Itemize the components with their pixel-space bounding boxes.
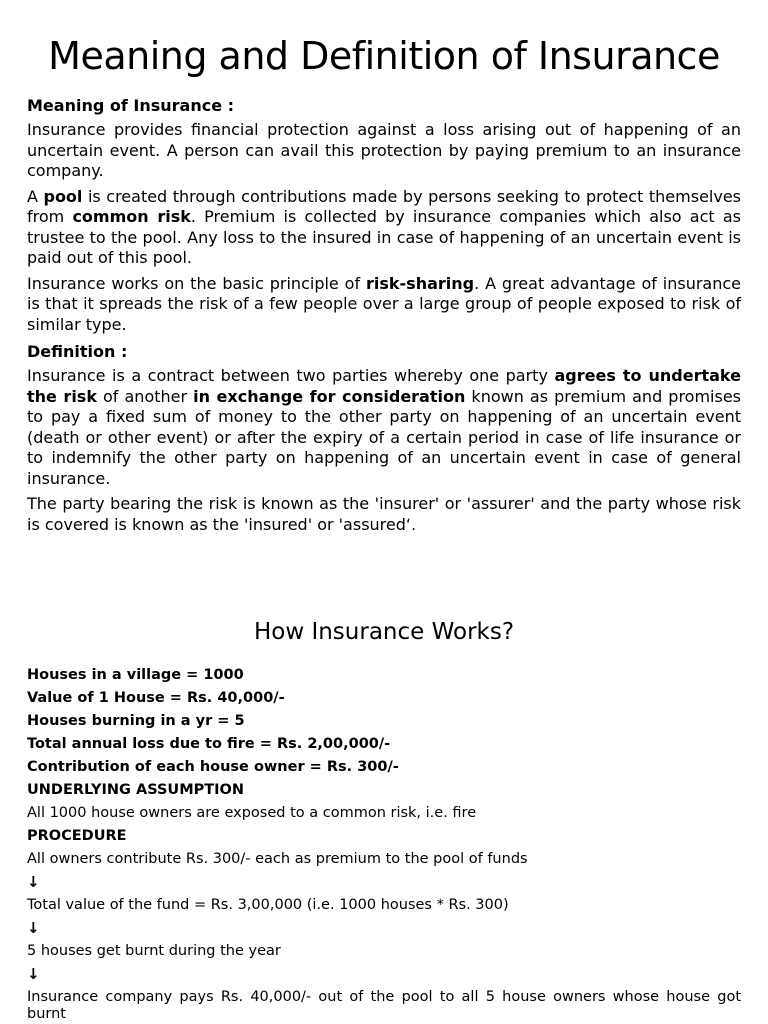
slide-how-insurance-works xyxy=(27,612,741,1023)
paragraph-definition xyxy=(27,366,741,489)
fact-contribution: Contribution of each house owner = Rs. 300/- xyxy=(27,759,399,775)
paragraph-definition-text-c: of another xyxy=(96,386,194,406)
paragraph-risk-sharing xyxy=(27,274,741,336)
assumption-heading: UNDERLYING ASSUMPTION xyxy=(27,782,245,798)
procedure-step-4: Insurance company pays Rs. 40,000/- out of the pool to all 5 house owners whose house got burnt xyxy=(27,989,741,1022)
paragraph-pool-text-e: . Premium is collected by insurance companies which also act as trustee to the pool. Any loss to the insured in case of happening of an uncertain event is paid out of this pool. xyxy=(27,207,742,267)
paragraph-pool-text-c: is created through contributions made by persons seeking to protect themselves from xyxy=(27,186,741,226)
fact-total-annual-loss: Total annual loss due to fire = Rs. 2,00,000/- xyxy=(27,736,391,752)
paragraph-pool-text-a: A xyxy=(27,186,44,206)
term-common-risk: common risk xyxy=(72,207,191,226)
paragraph-pool xyxy=(27,187,741,269)
fact-houses-in-village: Houses in a village = 1000 xyxy=(27,667,244,683)
paragraph-meaning: Insurance provides financial protection against a loss arising out of happening of an uncertain event. A person can avail this protection by paying premium to an insurance company. xyxy=(27,120,741,180)
section-title: How Insurance Works? xyxy=(253,619,515,645)
term-agrees-to-undertake-risk: agrees to undertake the risk xyxy=(27,366,741,406)
definition-heading: Definition : xyxy=(27,342,128,361)
slide-meaning-definition xyxy=(27,28,741,540)
meaning-heading: Meaning of Insurance : xyxy=(27,96,235,115)
paragraph-risk-sharing-text-a: Insurance works on the basic principle of xyxy=(27,273,366,293)
procedure-heading: PROCEDURE xyxy=(27,828,127,844)
down-arrow-icon: ↓ xyxy=(27,873,40,891)
procedure-step-1: All owners contribute Rs. 300/- each as premium to the pool of funds xyxy=(27,851,528,867)
term-risk-sharing: risk-sharing xyxy=(365,273,475,293)
paragraph-definition-text-e: known as premium and promises to pay a fixed sum of money to the other party on happening of an uncertain event (death or other event) or after the expiry of a certain period in case of life insurance or to indemnify the other party on happening of an uncertain event in case of general insurance. xyxy=(27,386,742,488)
term-in-exchange-for-consideration: in exchange for consideration xyxy=(193,386,466,406)
term-pool: pool xyxy=(43,186,83,206)
assumption-text: All 1000 house owners are exposed to a common risk, i.e. fire xyxy=(27,805,477,821)
down-arrow-icon: ↓ xyxy=(27,965,40,983)
fact-value-of-house: Value of 1 House = Rs. 40,000/- xyxy=(27,690,285,706)
paragraph-risk-sharing-text-c: . A great advantage of insurance is that it spreads the risk of a few people over a large group of people exposed to risk of similar type. xyxy=(27,273,742,334)
paragraph-definition-text-a: Insurance is a contract between two parties whereby one party xyxy=(27,366,555,385)
fact-houses-burning: Houses burning in a yr = 5 xyxy=(27,713,245,729)
paragraph-insurer-insured: The party bearing the risk is known as the 'insurer' or 'assurer' and the party whose risk is covered is known as the 'insured' or 'assured‘. xyxy=(27,494,741,534)
page-title: Meaning and Definition of Insurance xyxy=(48,34,720,78)
down-arrow-icon: ↓ xyxy=(27,919,40,937)
procedure-step-2: Total value of the fund = Rs. 3,00,000 (i.e. 1000 houses * Rs. 300) xyxy=(27,897,509,913)
procedure-step-3: 5 houses get burnt during the year xyxy=(27,943,281,959)
